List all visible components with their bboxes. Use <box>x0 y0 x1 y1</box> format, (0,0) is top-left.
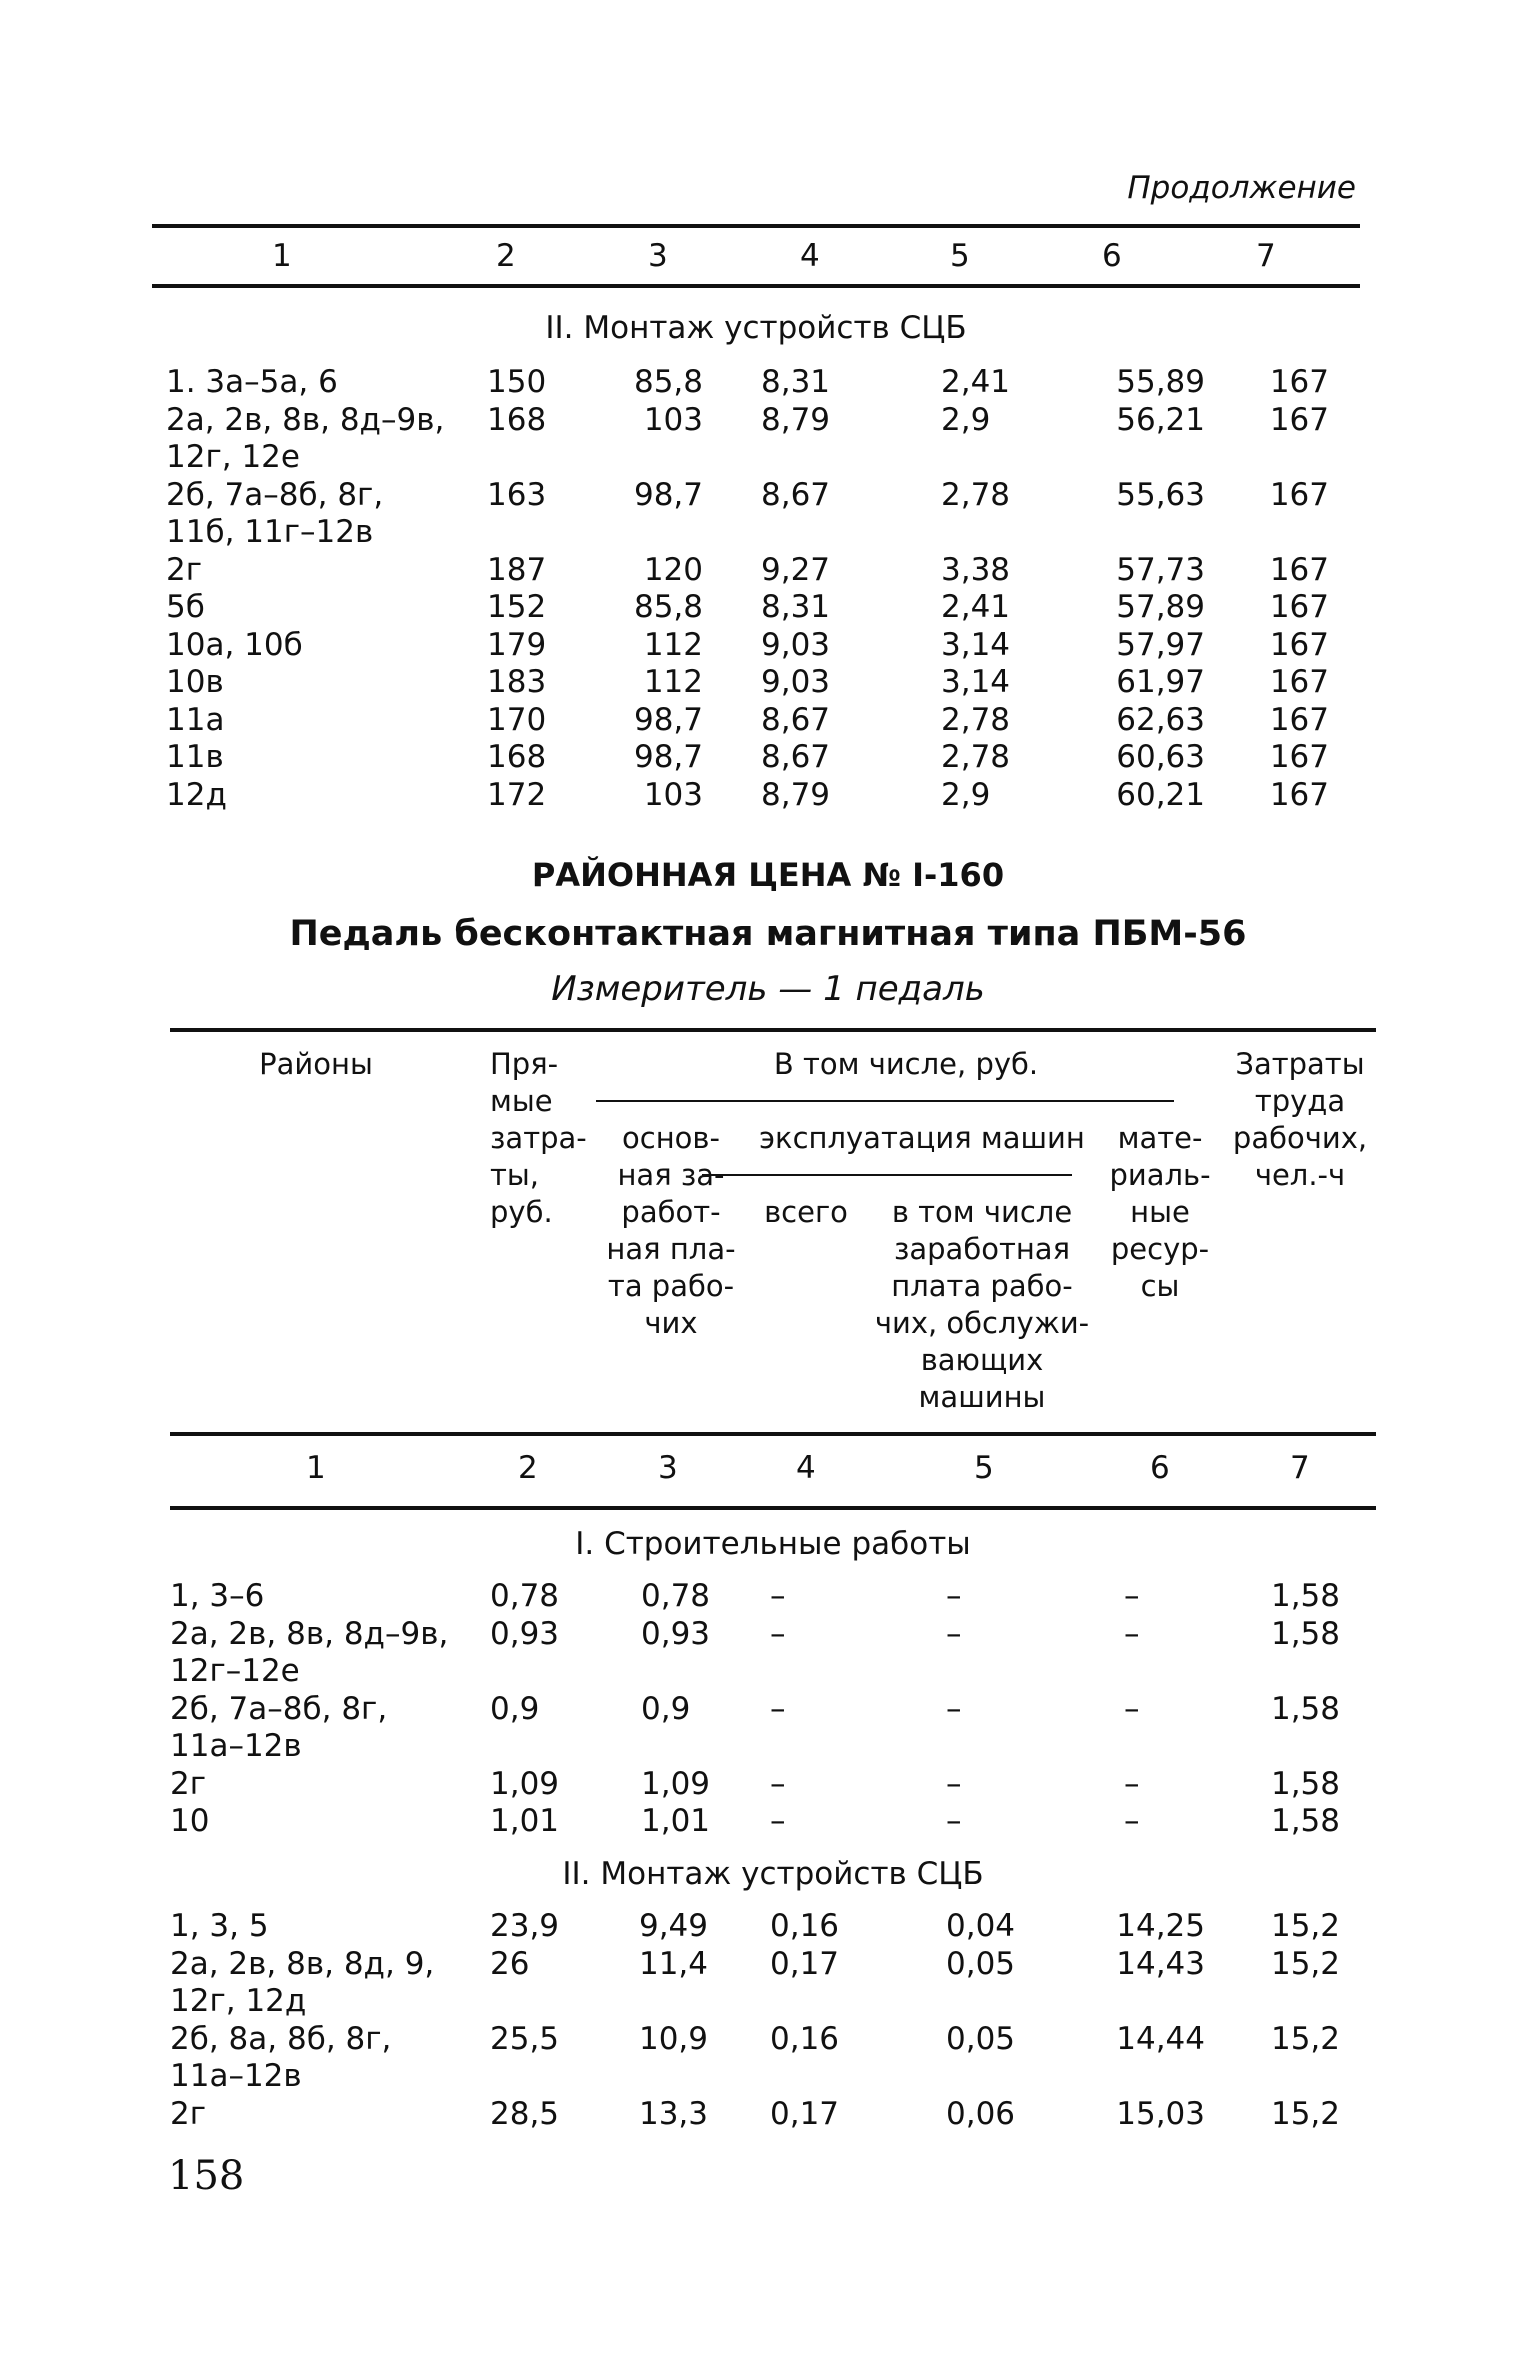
continuation-label: Продолжение <box>1127 170 1356 206</box>
value-cell: 0,78 <box>490 1578 560 1614</box>
header-wage-line: основ- <box>622 1121 720 1155</box>
value-cell: 168 <box>487 739 547 775</box>
value-cell: – <box>770 1690 786 1727</box>
header-direct-line: затра- <box>490 1121 587 1155</box>
price-title: РАЙОННАЯ ЦЕНА № I-160 <box>531 856 1005 894</box>
value-cell: 167 <box>1269 589 1329 625</box>
value-cell: 0,17 <box>770 2095 840 2132</box>
region-cell: 2г <box>170 1765 207 1802</box>
region-cell: 11а <box>166 701 225 738</box>
header-labor-line: рабочих, <box>1232 1121 1368 1155</box>
value-cell: – <box>1124 1615 1140 1652</box>
region-cell: 11в <box>166 739 224 775</box>
value-cell: 8,67 <box>761 701 831 738</box>
value-cell: 103 <box>643 401 703 438</box>
header-wage-line: та рабо- <box>607 1269 735 1303</box>
region-cell: 2г <box>166 551 203 588</box>
col-number: 5 <box>974 1450 994 1486</box>
value-cell: 163 <box>487 476 547 513</box>
header-labor-line: Затраты <box>1235 1047 1365 1081</box>
value-cell: 187 <box>487 551 547 588</box>
col-number: 4 <box>800 238 820 274</box>
value-cell: 167 <box>1269 739 1329 775</box>
value-cell: – <box>946 1765 962 1802</box>
value-cell: 57,97 <box>1116 626 1205 663</box>
value-cell: 167 <box>1269 776 1329 813</box>
value-cell: 167 <box>1269 476 1329 513</box>
value-cell: 1,01 <box>641 1803 711 1839</box>
header-incl-wage-line: плата рабо- <box>891 1269 1073 1303</box>
value-cell: 85,8 <box>633 364 703 400</box>
table2-top-rule <box>170 1028 1376 1032</box>
value-cell: 2,78 <box>941 476 1011 513</box>
header-exploit: эксплуатация машин <box>759 1121 1085 1155</box>
region-cell: 5б <box>166 589 205 625</box>
region-cell: 2б, 8а, 8б, 8г, <box>170 2020 392 2057</box>
value-cell: 0,05 <box>946 2020 1016 2057</box>
value-cell: 168 <box>487 401 547 438</box>
value-cell: 2,78 <box>941 739 1011 775</box>
value-cell: 0,04 <box>946 1908 1016 1944</box>
value-cell: 61,97 <box>1116 664 1205 700</box>
value-cell: 25,5 <box>490 2020 560 2057</box>
value-cell: 15,2 <box>1270 2020 1340 2057</box>
header-wage-line: работ- <box>621 1195 721 1229</box>
header-materials-line: мате- <box>1117 1121 1203 1155</box>
value-cell: 13,3 <box>638 2095 708 2132</box>
value-cell: 112 <box>643 664 703 700</box>
col-number: 7 <box>1290 1450 1310 1486</box>
region-cell: 10 <box>170 1803 210 1839</box>
value-cell: 57,89 <box>1116 589 1205 625</box>
col-number: 2 <box>518 1450 538 1486</box>
header-labor-line: труда <box>1254 1084 1346 1118</box>
value-cell: 10,9 <box>638 2020 708 2057</box>
value-cell: 150 <box>487 364 547 400</box>
col-number: 4 <box>796 1450 816 1486</box>
value-cell: 98,7 <box>633 739 703 775</box>
value-cell: 167 <box>1269 401 1329 438</box>
value-cell: – <box>1124 1803 1140 1839</box>
header-wage-line: чих <box>644 1306 698 1340</box>
region-cell: 2г <box>170 2095 207 2132</box>
value-cell: 167 <box>1269 664 1329 700</box>
col-number: 1 <box>306 1450 326 1486</box>
region-cell: 2а, 2в, 8в, 8д–9в, <box>166 401 445 438</box>
header-incl-wage-line: заработная <box>893 1232 1071 1266</box>
header-total: всего <box>764 1195 848 1229</box>
value-cell: 55,89 <box>1116 364 1205 400</box>
col-number: 5 <box>950 238 970 274</box>
region-cell: 10а, 10б <box>166 626 303 663</box>
value-cell: 60,21 <box>1116 776 1205 813</box>
col-number: 6 <box>1150 1450 1170 1486</box>
value-cell: 8,79 <box>761 776 831 813</box>
value-cell: 26 <box>490 1945 530 1982</box>
header-incl-wage-line: машины <box>918 1380 1046 1414</box>
region-cell: 2б, 7а–8б, 8г, <box>166 476 384 513</box>
region-cell: 2а, 2в, 8в, 8д–9в, <box>170 1615 449 1652</box>
col-number: 2 <box>496 238 516 274</box>
value-cell: – <box>946 1690 962 1727</box>
value-cell: 0,16 <box>770 2020 840 2057</box>
value-cell: 172 <box>487 776 547 813</box>
region-cell: 12г, 12е <box>166 439 300 475</box>
region-cell: 1, 3, 5 <box>170 1908 269 1944</box>
value-cell: – <box>946 1615 962 1652</box>
value-cell: 167 <box>1269 701 1329 738</box>
header-wage-line: ная за- <box>617 1158 725 1192</box>
header-incl-wage-line: вающих <box>920 1343 1044 1377</box>
value-cell: 1,58 <box>1270 1690 1340 1727</box>
value-cell: 0,17 <box>770 1945 840 1982</box>
region-cell: 12д <box>166 776 227 813</box>
value-cell: 1,58 <box>1270 1615 1340 1652</box>
value-cell: 1,09 <box>490 1765 560 1802</box>
value-cell: 152 <box>487 589 547 625</box>
header-direct-line: руб. <box>490 1195 553 1229</box>
header-direct-line: мые <box>490 1084 553 1118</box>
value-cell: 112 <box>643 626 703 663</box>
value-cell: 15,2 <box>1270 1945 1340 1982</box>
table1-section-title: II. Монтаж устройств СЦБ <box>545 310 967 346</box>
value-cell: 56,21 <box>1116 401 1205 438</box>
header-materials-line: риаль- <box>1109 1158 1211 1192</box>
col-number: 1 <box>272 238 292 274</box>
col-number: 6 <box>1102 238 1122 274</box>
value-cell: 14,43 <box>1116 1945 1205 1982</box>
value-cell: 0,9 <box>490 1690 540 1727</box>
value-cell: 8,67 <box>761 739 831 775</box>
value-cell: 179 <box>487 626 547 663</box>
header-incl: В том числе, руб. <box>773 1047 1039 1081</box>
value-cell: 167 <box>1269 364 1329 400</box>
value-cell: – <box>1124 1578 1140 1614</box>
header-exploit-rule <box>702 1174 1072 1176</box>
value-cell: 183 <box>487 664 547 700</box>
value-cell: – <box>770 1765 786 1802</box>
value-cell: 85,8 <box>633 589 703 625</box>
value-cell: 3,14 <box>941 664 1011 700</box>
value-cell: 167 <box>1269 626 1329 663</box>
header-regions: Районы <box>259 1047 373 1081</box>
region-cell: 10в <box>166 664 224 700</box>
region-cell: 12г–12е <box>170 1653 300 1689</box>
value-cell: 3,38 <box>941 551 1011 588</box>
header-materials-line: сы <box>1140 1269 1180 1303</box>
value-cell: 14,25 <box>1116 1908 1205 1944</box>
region-cell: 11а–12в <box>170 2058 302 2094</box>
value-cell: 55,63 <box>1116 476 1205 513</box>
value-cell: 0,78 <box>641 1578 711 1614</box>
region-cell: 2б, 7а–8б, 8г, <box>170 1690 388 1727</box>
region-cell: 1. 3а–5а, 6 <box>166 364 338 400</box>
header-labor-line: чел.-ч <box>1254 1158 1346 1192</box>
value-cell: 167 <box>1269 551 1329 588</box>
value-cell: 1,58 <box>1270 1765 1340 1802</box>
value-cell: 8,79 <box>761 401 831 438</box>
value-cell: 1,01 <box>490 1803 560 1839</box>
value-cell: 2,78 <box>941 701 1011 738</box>
col-number: 7 <box>1256 238 1276 274</box>
value-cell: 28,5 <box>490 2095 560 2132</box>
region-cell: 11а–12в <box>170 1728 302 1764</box>
value-cell: 11,4 <box>638 1945 708 1982</box>
value-cell: 9,49 <box>638 1908 708 1944</box>
value-cell: – <box>770 1615 786 1652</box>
value-cell: 2,9 <box>941 401 991 438</box>
value-cell: 98,7 <box>633 476 703 513</box>
region-cell: 2а, 2в, 8в, 8д, 9, <box>170 1945 435 1982</box>
region-cell: 12г, 12д <box>170 1983 307 2019</box>
value-cell: 120 <box>643 551 703 588</box>
page-number: 158 <box>168 2153 245 2199</box>
table2-header-rule <box>170 1432 1376 1436</box>
table2-numbers-rule <box>170 1506 1376 1510</box>
value-cell: – <box>1124 1765 1140 1802</box>
value-cell: 2,41 <box>941 364 1011 400</box>
unit-label: Измеритель — 1 педаль <box>551 969 985 1009</box>
value-cell: 98,7 <box>633 701 703 738</box>
header-direct-line: ты, <box>490 1158 540 1192</box>
col-number: 3 <box>648 238 668 274</box>
value-cell: 0,05 <box>946 1945 1016 1982</box>
value-cell: 15,03 <box>1116 2095 1205 2132</box>
table1-numbers-rule <box>152 284 1360 288</box>
table2-section1-title: I. Строительные работы <box>575 1526 971 1562</box>
value-cell: 8,31 <box>761 589 831 625</box>
value-cell: 9,03 <box>761 664 831 700</box>
header-incl-wage-line: в том числе <box>891 1195 1073 1229</box>
value-cell: 1,09 <box>641 1765 711 1802</box>
value-cell: 8,67 <box>761 476 831 513</box>
header-materials-line: ные <box>1130 1195 1190 1229</box>
value-cell: – <box>946 1803 962 1839</box>
value-cell: 14,44 <box>1116 2020 1205 2057</box>
header-direct-line: Пря- <box>490 1047 559 1081</box>
value-cell: 103 <box>643 776 703 813</box>
value-cell: 1,58 <box>1270 1803 1340 1839</box>
table1-top-rule <box>152 224 1360 228</box>
value-cell: – <box>770 1578 786 1614</box>
value-cell: – <box>1124 1690 1140 1727</box>
value-cell: 15,2 <box>1270 2095 1340 2132</box>
header-incl-wage-line: чих, обслужи- <box>874 1306 1090 1340</box>
value-cell: 0,93 <box>490 1615 560 1652</box>
value-cell: 62,63 <box>1116 701 1205 738</box>
value-cell: – <box>946 1578 962 1614</box>
value-cell: 0,06 <box>946 2095 1016 2132</box>
header-materials-line: ресур- <box>1110 1232 1210 1266</box>
header-wage-line: ная пла- <box>606 1232 736 1266</box>
value-cell: 0,9 <box>641 1690 691 1727</box>
value-cell: 57,73 <box>1116 551 1205 588</box>
value-cell: 8,31 <box>761 364 831 400</box>
value-cell: 23,9 <box>490 1908 560 1944</box>
col-number: 3 <box>658 1450 678 1486</box>
value-cell: 9,03 <box>761 626 831 663</box>
header-incl-rule <box>596 1100 1174 1102</box>
value-cell: 2,9 <box>941 776 991 813</box>
table2-section2-title: II. Монтаж устройств СЦБ <box>562 1856 984 1892</box>
value-cell: 1,58 <box>1270 1578 1340 1614</box>
value-cell: 9,27 <box>761 551 831 588</box>
item-title: Педаль бесконтактная магнитная типа ПБМ-56 <box>289 914 1247 954</box>
value-cell: 3,14 <box>941 626 1011 663</box>
value-cell: 60,63 <box>1116 739 1205 775</box>
value-cell: – <box>770 1803 786 1839</box>
value-cell: 2,41 <box>941 589 1011 625</box>
value-cell: 0,93 <box>641 1615 711 1652</box>
value-cell: 15,2 <box>1270 1908 1340 1944</box>
value-cell: 170 <box>487 701 547 738</box>
region-cell: 11б, 11г–12в <box>166 514 374 550</box>
value-cell: 0,16 <box>770 1908 840 1944</box>
region-cell: 1, 3–6 <box>170 1578 265 1614</box>
